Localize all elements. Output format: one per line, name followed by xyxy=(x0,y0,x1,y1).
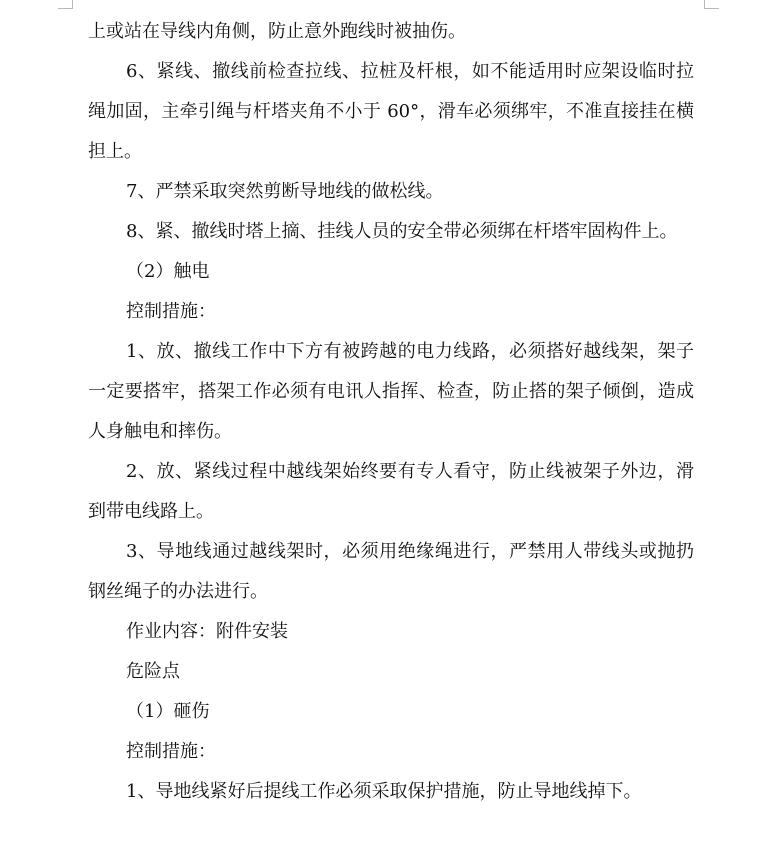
document-body xyxy=(88,12,694,812)
paragraph-measure-2: 2、放、紧线过程中越线架始终要有专人看守，防止线被架子外边，滑到带电线路上。 xyxy=(88,461,694,522)
paragraph-attachment-measure-1: 1、导地线紧好后提线工作必须采取保护措施，防止导地线掉下。 xyxy=(126,781,642,802)
section-heading-electric-shock: （2）触电 xyxy=(126,261,210,282)
control-measures-label: 控制措施： xyxy=(126,301,216,322)
control-measures-label-2: 控制措施： xyxy=(126,741,216,762)
paragraph-item-7: 7、严禁采取突然剪断导地线的做松线。 xyxy=(126,181,444,202)
paragraph-item-8: 8、紧、撤线时塔上摘、挂线人员的安全带必须绑在杆塔牢固构件上。 xyxy=(126,221,678,242)
page-corner-mark-left xyxy=(58,0,73,9)
paragraph-item-6: 6、紧线、撤线前检查拉线、拉桩及杆根，如不能适用时应架设临时拉绳加固，主牵引绳与杆塔夹角不小于 60°，滑车必须绑牢，不准直接挂在横担上。 xyxy=(88,61,694,162)
section-heading-crush-injury: （1）砸伤 xyxy=(126,701,210,722)
hazard-points-heading: 危险点 xyxy=(126,661,180,682)
paragraph-measure-3: 3、导地线通过越线架时，必须用绝缘绳进行，严禁用人带线头或抛扔钢丝绳子的办法进行。 xyxy=(88,541,694,602)
work-content-heading: 作业内容：附件安装 xyxy=(126,621,288,642)
page-corner-mark-right xyxy=(704,0,719,9)
paragraph-continuation: 上或站在导线内角侧，防止意外跑线时被抽伤。 xyxy=(88,21,466,42)
paragraph-measure-1: 1、放、撤线工作中下方有被跨越的电力线路，必须搭好越线架，架子一定要搭牢，搭架工作必须有电讯人指挥、检查，防止搭的架子倾倒，造成人身触电和摔伤。 xyxy=(88,341,694,442)
